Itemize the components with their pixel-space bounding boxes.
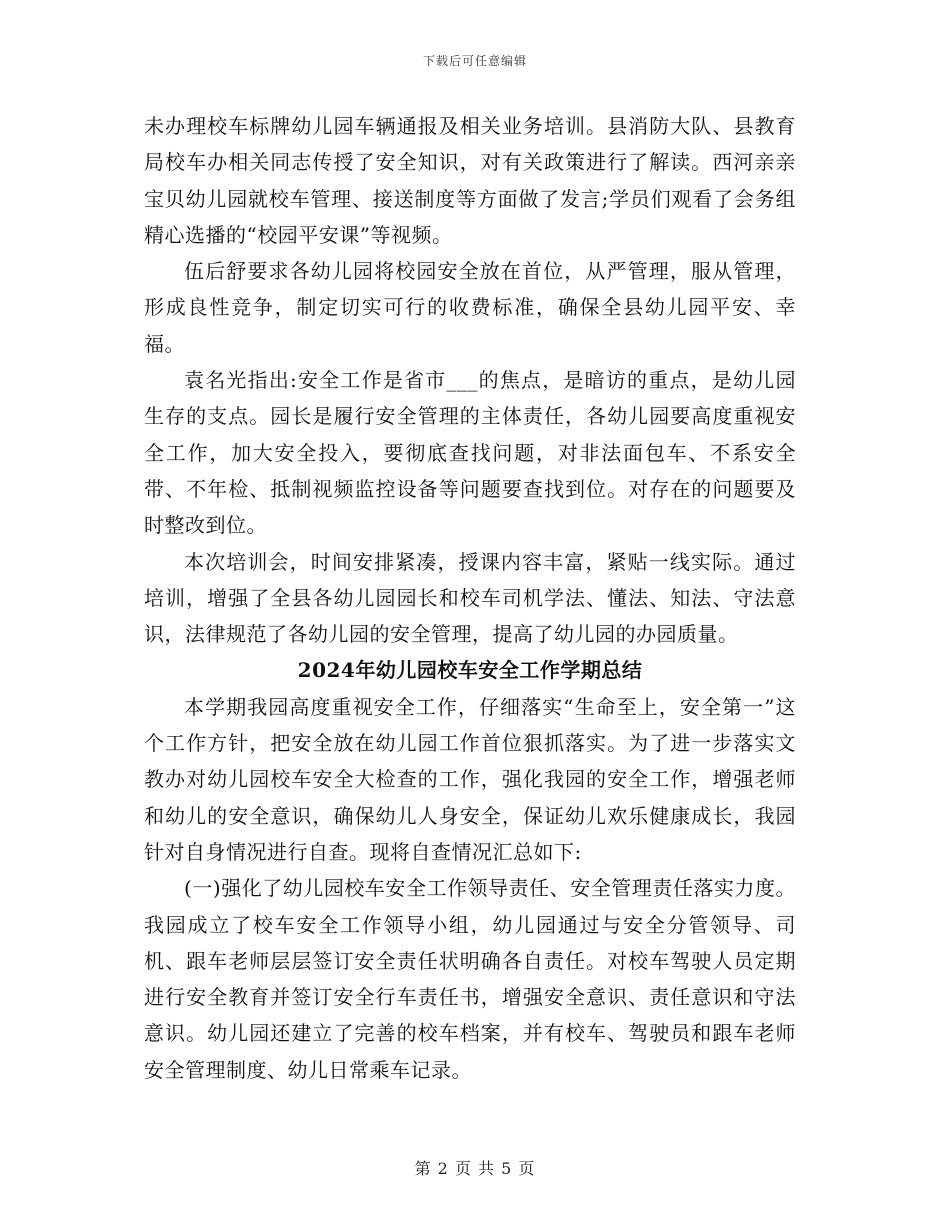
paragraph-training-summary: 本次培训会，时间安排紧凑，授课内容丰富，紧贴一线实际。通过培训，增强了全县各幼儿园园长和校车司机学法、懂法、知法、守法意识，法律规范了各幼儿园的安全管理，提高了幼儿园的办园质量。 [144,549,796,647]
header-note: 下载后可任意编辑 [422,54,527,68]
paragraph-training-report: 未办理校车标牌幼儿园车辆通报及相关业务培训。县消防大队、县教育局校车办相关同志传授了安全知识，对有关政策进行了解读。西河亲亲宝贝幼儿园就校车管理、接送制度等方面做了发言;学员们观看了会务组精心选播的“校园平安课”等视频。 [144,114,796,247]
paragraph-yuan-remarks: 袁名光指出:安全工作是省市___的焦点，是暗访的重点，是幼儿园生存的支点。园长是履行安全管理的主体责任，各幼儿园要高度重视安全工作，加大安全投入，要彻底查找问题，对非法面包车、不系安全带、不年检、抵制视频监控设备等问题要查找到位。对存在的问题要及时整改到位。 [144,368,796,538]
paragraph-wu-requirements: 伍后舒要求各幼儿园将校园安全放在首位，从严管理，服从管理，形成良性竞争，制定切实可行的收费标准，确保全县幼儿园平安、幸福。 [144,259,796,356]
section-title: 2024年幼儿园校车安全工作学期总结 [297,658,643,683]
paragraph-semester-intro: 本学期我园高度重视安全工作，仔细落实“生命至上，安全第一”这个工作方针，把安全放在幼儿园工作首位狠抓落实。为了进一步落实文教办对幼儿园校车安全大检查的工作，强化我园的安全工作，增强老师和幼儿的安全意识，确保幼儿人身安全，保证幼儿欢乐健康成长，我园针对自身情况进行自查。现将自查情况汇总如下: [144,694,796,864]
document-body [144,108,796,1088]
paragraph-item-one: (一)强化了幼儿园校车安全工作领导责任、安全管理责任落实力度。我园成立了校车安全工作领导小组，幼儿园通过与安全分管领导、司机、跟车老师层层签订安全责任状明确各自责任。对校车驾驶人员定期进行安全教育并签订安全行车责任书，增强安全意识、责任意识和守法意识。幼儿园还建立了完善的校车档案，并有校车、驾驶员和跟车老师安全管理制度、幼儿日常乘车记录。 [144,876,796,1082]
page-number: 第 2 页 共 5 页 [414,1159,536,1178]
